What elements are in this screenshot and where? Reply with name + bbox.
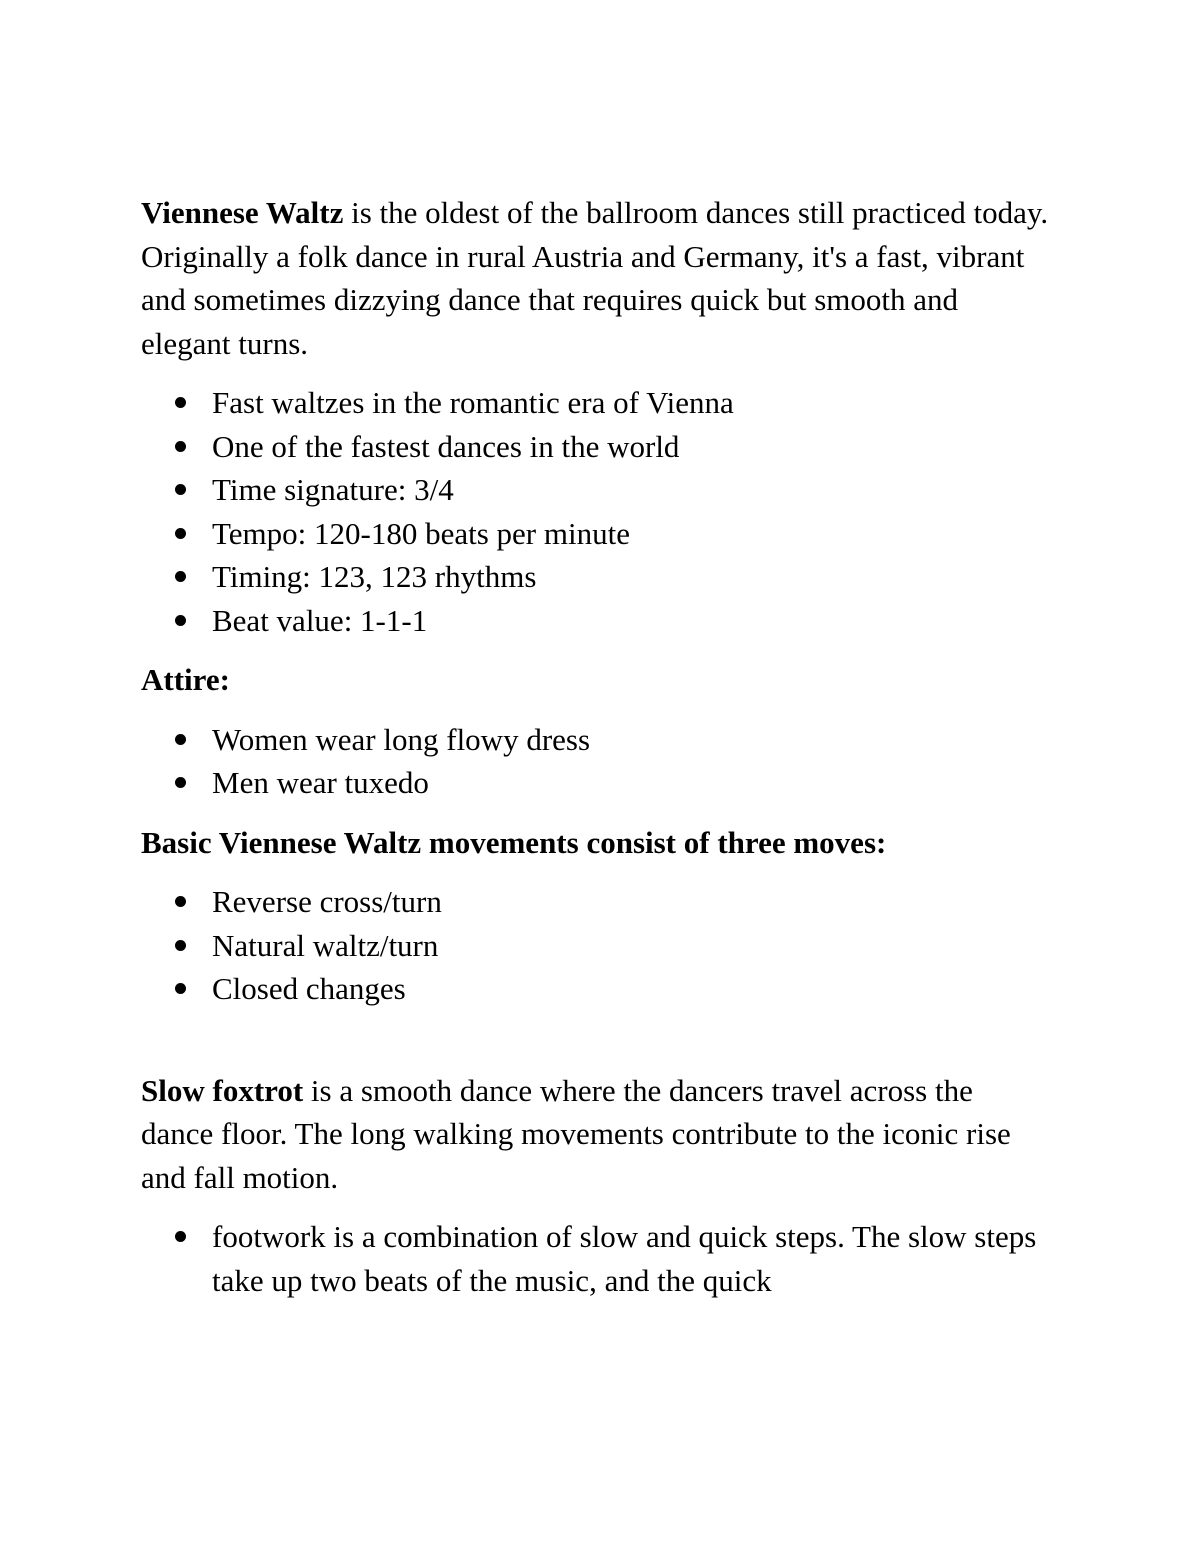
- movements-heading: Basic Viennese Waltz movements consist of three moves:: [141, 824, 887, 860]
- bullet-icon: [175, 397, 186, 408]
- list-item: Time signature: 3/4: [141, 468, 1051, 512]
- list-item: Beat value: 1-1-1: [141, 599, 1051, 643]
- bullet-icon: [175, 615, 186, 626]
- foxtrot-points-list: [141, 1215, 1051, 1302]
- bullet-icon: [175, 484, 186, 495]
- bullet-icon: [175, 777, 186, 788]
- document-content: [141, 191, 1051, 1302]
- foxtrot-intro-paragraph: [141, 1069, 1051, 1200]
- foxtrot-intro-text: is a smooth dance where the dancers travel across the dance floor. The long walking movements contribute to the iconic rise and fall motion.: [141, 1072, 1011, 1195]
- list-item: Natural waltz/turn: [141, 924, 1051, 968]
- list-item: Reverse cross/turn: [141, 880, 1051, 924]
- bullet-icon: [175, 1231, 186, 1242]
- bullet-icon: [175, 940, 186, 951]
- attire-heading: Attire:: [141, 662, 230, 697]
- bullet-icon: [175, 441, 186, 452]
- list-item: footwork is a combination of slow and quick steps. The slow steps take up two beats of the music, and the quick: [141, 1215, 1051, 1302]
- list-item: Fast waltzes in the romantic era of Vienna: [141, 381, 1051, 425]
- viennese-facts-list: [141, 381, 1051, 642]
- list-item: Women wear long flowy dress: [141, 718, 1051, 762]
- bullet-icon: [175, 983, 186, 994]
- bullet-icon: [175, 896, 186, 907]
- movements-list: [141, 880, 1051, 1011]
- list-item: Tempo: 120-180 beats per minute: [141, 512, 1051, 556]
- attire-list: [141, 718, 1051, 805]
- viennese-intro-paragraph: [141, 191, 1051, 365]
- list-item: One of the fastest dances in the world: [141, 425, 1051, 469]
- viennese-intro-text: is the oldest of the ballroom dances still practiced today. Originally a folk dance in rural Austria and Germany, it's a fast, vibrant and sometimes dizzying dance that requires quick but smooth and elegant turns.: [141, 195, 1049, 361]
- foxtrot-term: Slow foxtrot: [141, 1072, 304, 1108]
- list-item: Men wear tuxedo: [141, 761, 1051, 805]
- bullet-icon: [175, 571, 186, 582]
- list-item: Closed changes: [141, 967, 1051, 1011]
- viennese-term: Viennese Waltz: [141, 195, 344, 230]
- list-item: Timing: 123, 123 rhythms: [141, 555, 1051, 599]
- bullet-icon: [175, 528, 186, 539]
- bullet-icon: [175, 734, 186, 745]
